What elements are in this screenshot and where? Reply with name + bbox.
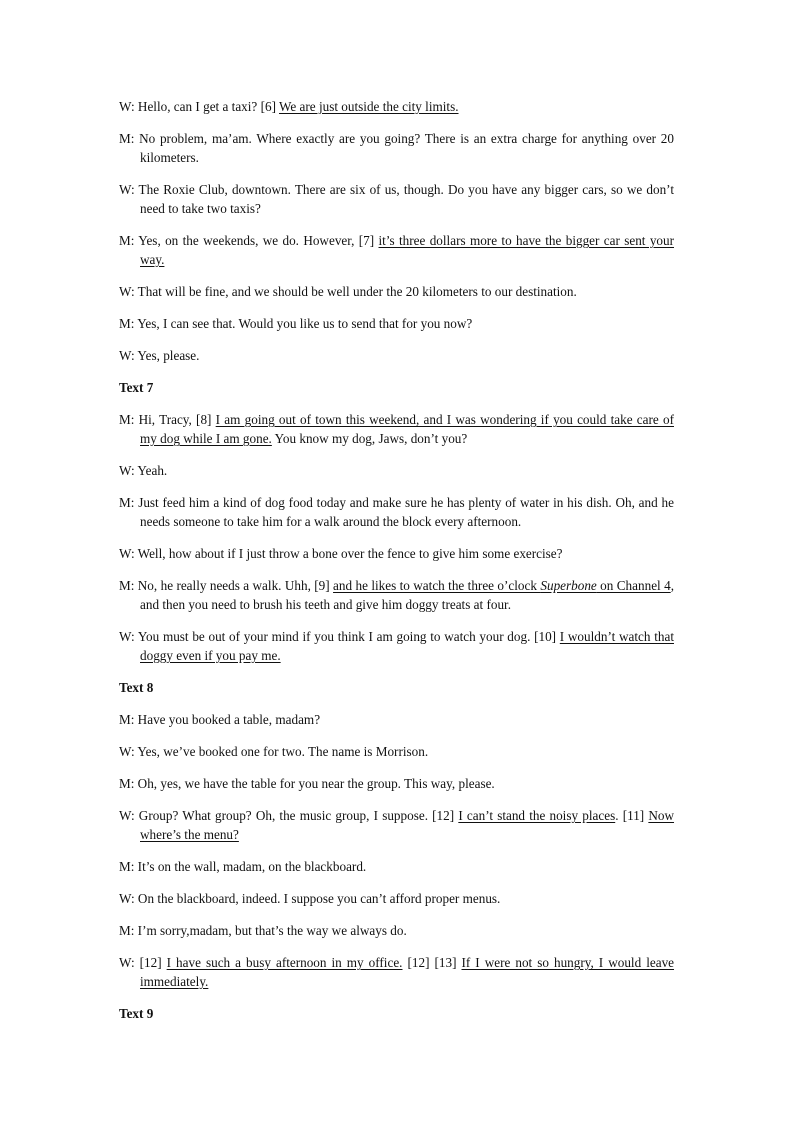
underlined-answer-text: it’s three dollars more to have the bigger car sent your way. xyxy=(140,233,674,267)
text-segment: M: Oh, yes, we have the table for you near the group. This way, please. xyxy=(119,776,495,791)
text-segment: [12] [13] xyxy=(402,955,462,970)
dialogue-line xyxy=(119,544,674,563)
underlined-answer-text: Superbone xyxy=(540,578,597,593)
underlined-answer-text: I can’t stand the noisy places xyxy=(458,808,616,823)
dialogue-line xyxy=(119,180,674,218)
text-segment: M: No, he really needs a walk. Uhh, [9] xyxy=(119,578,334,593)
text-segment: W: You must be out of your mind if you think I am going to watch your dog. [10] xyxy=(119,629,560,644)
dialogue-line xyxy=(119,282,674,301)
section-heading xyxy=(119,1004,674,1023)
dialogue-line xyxy=(119,889,674,908)
underlined-answer-text: We are just outside the city limits. xyxy=(279,99,459,114)
dialogue-line xyxy=(119,314,674,333)
dialogue-line xyxy=(119,742,674,761)
text-segment: Text 9 xyxy=(119,1006,154,1021)
dialogue-line xyxy=(119,576,674,614)
section-heading xyxy=(119,378,674,397)
text-segment: W: Yeah. xyxy=(119,463,168,478)
text-segment: W: Well, how about if I just throw a bone over the fence to give him some exercise? xyxy=(119,546,563,561)
text-segment: W: That will be fine, and we should be well under the 20 kilometers to our destination. xyxy=(119,284,577,299)
dialogue-line xyxy=(119,806,674,844)
text-segment: You know my dog, Jaws, don’t you? xyxy=(271,431,468,446)
text-segment: Text 7 xyxy=(119,380,154,395)
text-segment: M: I’m sorry,madam, but that’s the way we always do. xyxy=(119,923,407,938)
underlined-answer-text: I wouldn’t watch that doggy even if you pay me. xyxy=(140,629,674,663)
dialogue-line xyxy=(119,410,674,448)
dialogue-line xyxy=(119,129,674,167)
dialogue-line xyxy=(119,493,674,531)
text-segment: W: On the blackboard, indeed. I suppose you can’t afford proper menus. xyxy=(119,891,501,906)
dialogue-line xyxy=(119,774,674,793)
text-segment: . [11] xyxy=(615,808,649,823)
text-segment: Text 8 xyxy=(119,680,154,695)
dialogue-line xyxy=(119,921,674,940)
text-segment: M: No problem, ma’am. Where exactly are you going? There is an extra charge for anything over 20 kilometers. xyxy=(119,131,674,165)
text-segment: M: Yes, on the weekends, we do. However, [7] xyxy=(119,233,379,248)
dialogue-line xyxy=(119,346,674,365)
text-segment: W: Yes, we’ve booked one for two. The name is Morrison. xyxy=(119,744,429,759)
underlined-answer-text: and he likes to watch the three o’clock xyxy=(333,578,541,593)
dialogue-line xyxy=(119,953,674,991)
text-segment: , and then you need to brush his teeth and give him doggy treats at four. xyxy=(140,578,674,612)
text-segment: M: Have you booked a table, madam? xyxy=(119,712,321,727)
underlined-answer-text: I am going out of town this weekend, and I was wondering if you could take care of my dog while I am gone. xyxy=(140,412,674,446)
underlined-answer-text: I have such a busy afternoon in my office. xyxy=(166,955,403,970)
text-segment: W: Yes, please. xyxy=(119,348,200,363)
text-segment: M: It’s on the wall, madam, on the blackboard. xyxy=(119,859,367,874)
text-segment: W: [12] xyxy=(119,955,167,970)
dialogue-line xyxy=(119,461,674,480)
text-segment: M: Yes, I can see that. Would you like us to send that for you now? xyxy=(119,316,473,331)
dialogue-line xyxy=(119,710,674,729)
underlined-answer-text: If I were not so hungry, I would leave immediately. xyxy=(140,955,675,989)
dialogue-line xyxy=(119,97,674,116)
underlined-answer-text: on Channel 4 xyxy=(596,578,671,593)
dialogue-line xyxy=(119,627,674,665)
text-segment: M: Hi, Tracy, [8] xyxy=(119,412,216,427)
underlined-answer-text: Now where’s the menu? xyxy=(140,808,675,842)
text-segment: M: Just feed him a kind of dog food today and make sure he has plenty of water in his dish. Oh, and he needs someone to take him for a walk around the block every afternoon. xyxy=(119,495,674,529)
section-heading xyxy=(119,678,674,697)
text-segment: W: Group? What group? Oh, the music group, I suppose. [12] xyxy=(119,808,459,823)
text-segment: W: Hello, can I get a taxi? [6] xyxy=(119,99,280,114)
dialogue-line xyxy=(119,857,674,876)
text-segment: W: The Roxie Club, downtown. There are six of us, though. Do you have any bigger cars, so we don’t need to take two taxis? xyxy=(119,182,674,216)
dialogue-line xyxy=(119,231,674,269)
